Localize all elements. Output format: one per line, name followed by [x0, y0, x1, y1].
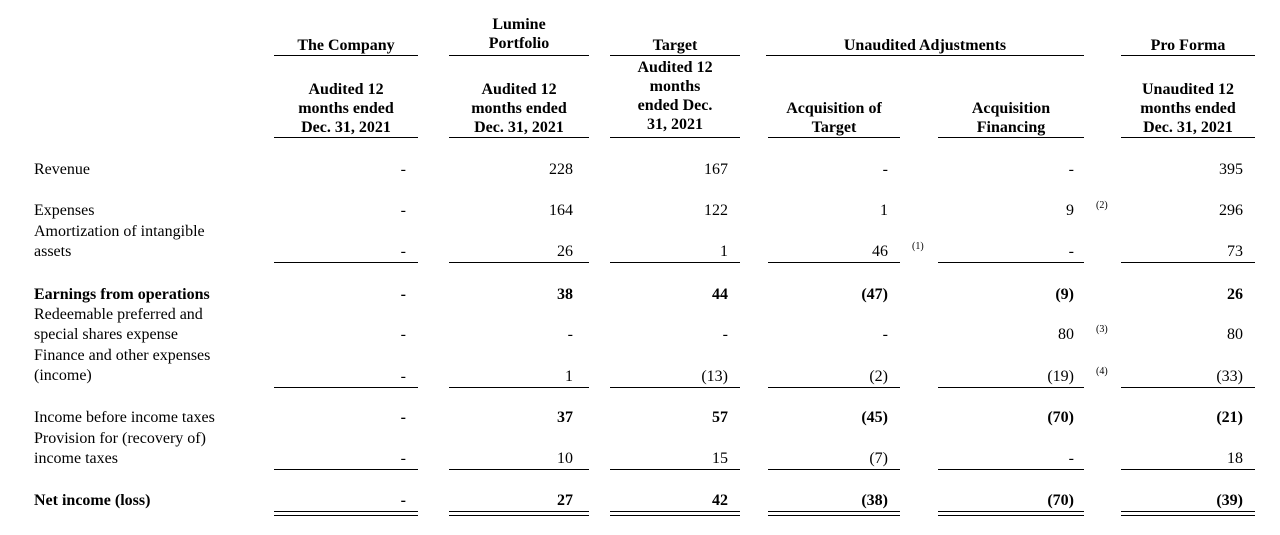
subtotal-rule: [610, 262, 740, 263]
cell-income-before-pro-forma: (21): [1216, 409, 1243, 426]
cell-provision-pro-forma: 18: [1227, 450, 1243, 467]
cell-finance-pro-forma: (33): [1216, 368, 1243, 385]
subtotal-rule: [768, 469, 900, 470]
subtotal-rule: [274, 262, 418, 263]
row-label-expenses: Expenses: [34, 202, 95, 219]
col-acq-financing-sub-line: Acquisition: [971, 100, 1051, 117]
cell-expenses-acq-financing: 9: [1066, 202, 1074, 219]
col-acq-financing-subheader: [938, 99, 1084, 137]
unaudited-adjustments-title: Unaudited Adjustments: [843, 37, 1007, 54]
subtotal-rule: [938, 387, 1084, 388]
subtotal-rule: [768, 387, 900, 388]
row-label-redeemable: [34, 305, 203, 345]
cell-amortization-target: 1: [720, 243, 728, 260]
col-target-title: Target: [652, 37, 698, 54]
cell-finance-target: (13): [701, 368, 728, 385]
col-lumine-sub-line: Dec. 31, 2021: [474, 119, 564, 136]
cell-expenses-target: 122: [704, 202, 728, 219]
subtotal-rule: [938, 262, 1084, 263]
col-target-title-rule: [610, 55, 740, 56]
cell-redeemable-acq-target: -: [882, 326, 888, 343]
col-lumine-sub-rule: [449, 137, 589, 138]
cell-income-before-company: -: [400, 409, 406, 426]
cell-redeemable-target: -: [722, 326, 728, 343]
col-pro-forma-title: Pro Forma: [1150, 37, 1226, 54]
cell-revenue-pro-forma: 395: [1219, 161, 1243, 178]
row-label-provision: [34, 429, 206, 469]
col-target-subheader: [610, 58, 740, 134]
cell-earnings-company: -: [400, 286, 406, 303]
row-label-line: special shares expense: [34, 326, 178, 343]
subtotal-rule: [274, 387, 418, 388]
col-pro-forma-subheader: [1121, 80, 1255, 137]
row-label-income-before-taxes: Income before income taxes: [34, 409, 215, 426]
row-label-line: income taxes: [34, 450, 118, 467]
row-label-finance: [34, 346, 210, 386]
col-lumine-title-rule: [449, 55, 589, 56]
cell-finance-company: -: [400, 368, 406, 385]
col-company-sub-line: Dec. 31, 2021: [301, 119, 391, 136]
cell-net-income-acq-financing: (70): [1047, 492, 1074, 509]
col-acq-target-subheader: [768, 99, 900, 137]
cell-expenses-lumine: 164: [549, 202, 573, 219]
col-pro-forma-sub-line: Dec. 31, 2021: [1143, 119, 1233, 136]
subtotal-rule: [274, 469, 418, 470]
cell-net-income-acq-target: (38): [861, 492, 888, 509]
cell-net-income-lumine: 27: [557, 492, 573, 509]
footnote-marker: (1): [912, 241, 924, 252]
cell-net-income-target: 42: [712, 492, 728, 509]
cell-amortization-lumine: 26: [557, 243, 573, 260]
col-lumine-subheader: [449, 80, 589, 137]
cell-expenses-acq-target: 1: [880, 202, 888, 219]
cell-finance-acq-target: (2): [869, 368, 888, 385]
total-double-rule: [610, 511, 740, 516]
cell-income-before-acq-target: (45): [861, 409, 888, 426]
unaudited-adjustments-rule: [766, 55, 1084, 56]
cell-earnings-pro-forma: 26: [1227, 286, 1243, 303]
col-company-sub-line: Audited 12: [308, 81, 384, 98]
col-pro-forma-sub-rule: [1121, 137, 1255, 138]
col-pro-forma-sub-line: months ended: [1140, 100, 1236, 117]
row-label-earnings-from-operations: Earnings from operations: [34, 286, 210, 303]
subtotal-rule: [1121, 387, 1255, 388]
subtotal-rule: [610, 387, 740, 388]
row-label-line: Provision for (recovery of): [34, 430, 206, 447]
subtotal-rule: [610, 469, 740, 470]
cell-revenue-acq-financing: -: [1068, 161, 1074, 178]
col-lumine-sub-line: Audited 12: [481, 81, 557, 98]
cell-provision-lumine: 10: [557, 450, 573, 467]
total-double-rule: [1121, 511, 1255, 516]
total-double-rule: [449, 511, 589, 516]
row-label-net-income: Net income (loss): [34, 492, 151, 509]
row-label-revenue: Revenue: [34, 161, 90, 178]
subtotal-rule: [1121, 469, 1255, 470]
cell-net-income-pro-forma: (39): [1216, 492, 1243, 509]
cell-amortization-acq-target: 46: [872, 243, 888, 260]
total-double-rule: [768, 511, 900, 516]
cell-provision-acq-target: (7): [869, 450, 888, 467]
col-lumine-sub-line: months ended: [471, 100, 567, 117]
row-label-line: Amortization of intangible: [34, 223, 205, 240]
footnote-marker: (2): [1096, 200, 1108, 211]
subtotal-rule: [938, 469, 1084, 470]
cell-redeemable-pro-forma: 80: [1227, 326, 1243, 343]
cell-earnings-lumine: 38: [557, 286, 573, 303]
cell-expenses-pro-forma: 296: [1219, 202, 1243, 219]
cell-net-income-company: -: [400, 492, 406, 509]
col-target-sub-line: months: [649, 78, 701, 95]
cell-provision-acq-financing: -: [1068, 450, 1074, 467]
cell-provision-target: 15: [712, 450, 728, 467]
col-pro-forma-sub-line: Unaudited 12: [1141, 81, 1235, 98]
col-company-sub-rule: [274, 137, 418, 138]
cell-expenses-company: -: [400, 202, 406, 219]
col-target-sub-line: ended Dec.: [637, 97, 713, 114]
total-double-rule: [274, 511, 418, 516]
row-label-line: Finance and other expenses: [34, 347, 211, 364]
col-acq-financing-sub-rule: [938, 137, 1084, 138]
cell-revenue-lumine: 228: [549, 161, 573, 178]
cell-amortization-acq-financing: -: [1068, 243, 1074, 260]
col-company-title-rule: [274, 55, 418, 56]
footnote-marker: (4): [1096, 366, 1108, 377]
total-double-rule: [938, 511, 1084, 516]
subtotal-rule: [449, 262, 589, 263]
cell-redeemable-company: -: [400, 326, 406, 343]
col-lumine-title: [449, 15, 589, 53]
cell-amortization-company: -: [400, 243, 406, 260]
col-target-sub-line: Audited 12: [637, 59, 713, 76]
cell-earnings-acq-financing: (9): [1055, 286, 1074, 303]
row-label-line: assets: [34, 243, 72, 260]
row-label-line: Redeemable preferred and: [34, 306, 203, 323]
row-label-amortization: [34, 222, 205, 262]
col-company-sub-line: months ended: [298, 100, 394, 117]
row-label-line: (income): [34, 367, 92, 384]
cell-revenue-target: 167: [704, 161, 728, 178]
subtotal-rule: [449, 469, 589, 470]
col-acq-target-sub-line: Acquisition of: [786, 100, 882, 117]
col-acq-target-sub-rule: [768, 137, 900, 138]
cell-redeemable-lumine: -: [567, 326, 573, 343]
col-lumine-title-line: Lumine: [492, 16, 546, 33]
cell-income-before-acq-financing: (70): [1047, 409, 1074, 426]
col-acq-financing-sub-line: Financing: [976, 119, 1046, 136]
cell-revenue-acq-target: -: [882, 161, 888, 178]
cell-revenue-company: -: [400, 161, 406, 178]
col-pro-forma-title-rule: [1121, 55, 1255, 56]
cell-earnings-target: 44: [712, 286, 728, 303]
cell-earnings-acq-target: (47): [861, 286, 888, 303]
cell-finance-acq-financing: (19): [1047, 368, 1074, 385]
subtotal-rule: [1121, 262, 1255, 263]
col-target-sub-line: 31, 2021: [647, 116, 703, 133]
cell-finance-lumine: 1: [565, 368, 573, 385]
cell-income-before-lumine: 37: [557, 409, 573, 426]
subtotal-rule: [768, 262, 900, 263]
col-acq-target-sub-line: Target: [811, 119, 857, 136]
col-company-title: The Company: [297, 37, 395, 54]
col-lumine-title-line: Portfolio: [488, 35, 550, 52]
cell-amortization-pro-forma: 73: [1227, 243, 1243, 260]
col-target-sub-rule: [610, 137, 740, 138]
footnote-marker: (3): [1096, 324, 1108, 335]
subtotal-rule: [449, 387, 589, 388]
cell-income-before-target: 57: [712, 409, 728, 426]
cell-provision-company: -: [400, 450, 406, 467]
col-company-subheader: [274, 80, 418, 137]
cell-redeemable-acq-financing: 80: [1058, 326, 1074, 343]
